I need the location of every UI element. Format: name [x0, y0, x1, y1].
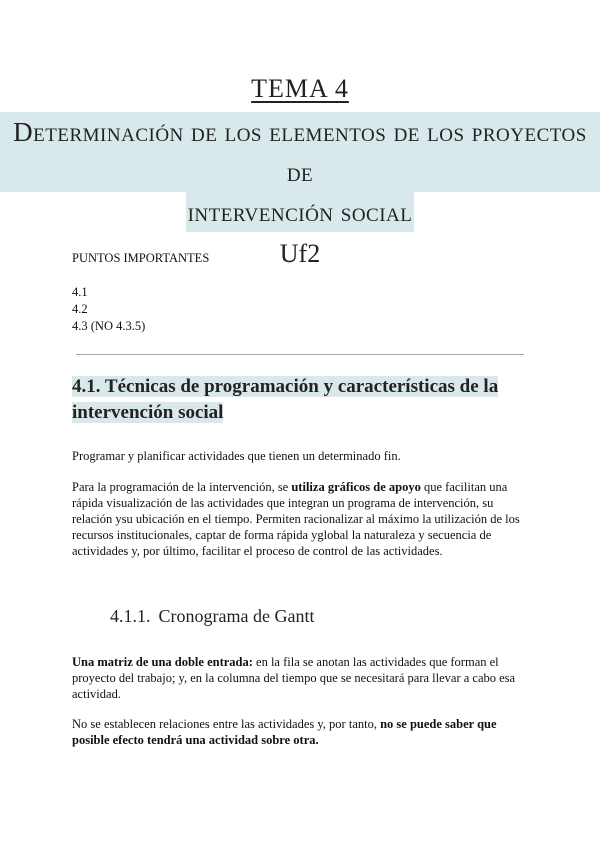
- list-item: 4.1: [72, 285, 88, 299]
- paragraph-bold-text: utiliza gráficos de apoyo: [291, 480, 421, 494]
- paragraph: [72, 479, 532, 559]
- paragraph: Programar y planificar actividades que tienen un determinado fin.: [72, 449, 401, 463]
- title-block: [0, 72, 600, 274]
- section-heading: [72, 374, 542, 426]
- list-item: 4.2: [72, 302, 88, 316]
- horizontal-divider: [76, 354, 524, 355]
- paragraph: [72, 654, 532, 702]
- list-item: 4.3 (NO 4.3.5): [72, 319, 146, 333]
- paragraph-text: que facilitan una rápida visualización de las actividades que integran un programa de intervención, su relación ysu ubicación en el tiempo. Permiten racionalizar al máximo la utilización de los recursos institucionales, captar de forma rápida yglobal la naturaleza y secuencia de actividades y, por último, facilitar el proceso de control de las actividades.: [72, 480, 520, 558]
- tema-title: TEMA 4: [251, 74, 349, 103]
- paragraph-bold-text: Una matriz de una doble entrada:: [72, 655, 253, 669]
- paragraph-text: en la fila se anotan las actividades que forman el proyecto del trabajo; y, en la columna del tiempo que se necesitará para llevar a cabo esa actividad.: [72, 655, 516, 701]
- paragraph-text: Para la programación de la intervención, se: [72, 480, 292, 494]
- main-title-line2: intervención social: [186, 192, 415, 232]
- unit-label: Uf2: [279, 239, 321, 268]
- subsection-title: Cronograma de Gantt: [158, 606, 315, 626]
- subsection-number: 4.1.1.: [110, 606, 151, 626]
- puntos-list: [72, 284, 532, 335]
- main-title-line1: Determinación de los elementos de los proyectos de: [0, 112, 600, 192]
- paragraph-text: No se establecen relaciones entre las actividades y, por tanto,: [72, 717, 381, 731]
- paragraph-bold-text: no se puede saber que posible efecto tendrá una actividad sobre otra.: [72, 717, 497, 747]
- section-heading-text: 4.1. Técnicas de programación y características de la intervención social: [72, 376, 499, 423]
- subsection-heading: [110, 606, 314, 627]
- paragraph: [72, 716, 532, 748]
- puntos-heading: PUNTOS IMPORTANTES: [72, 251, 210, 265]
